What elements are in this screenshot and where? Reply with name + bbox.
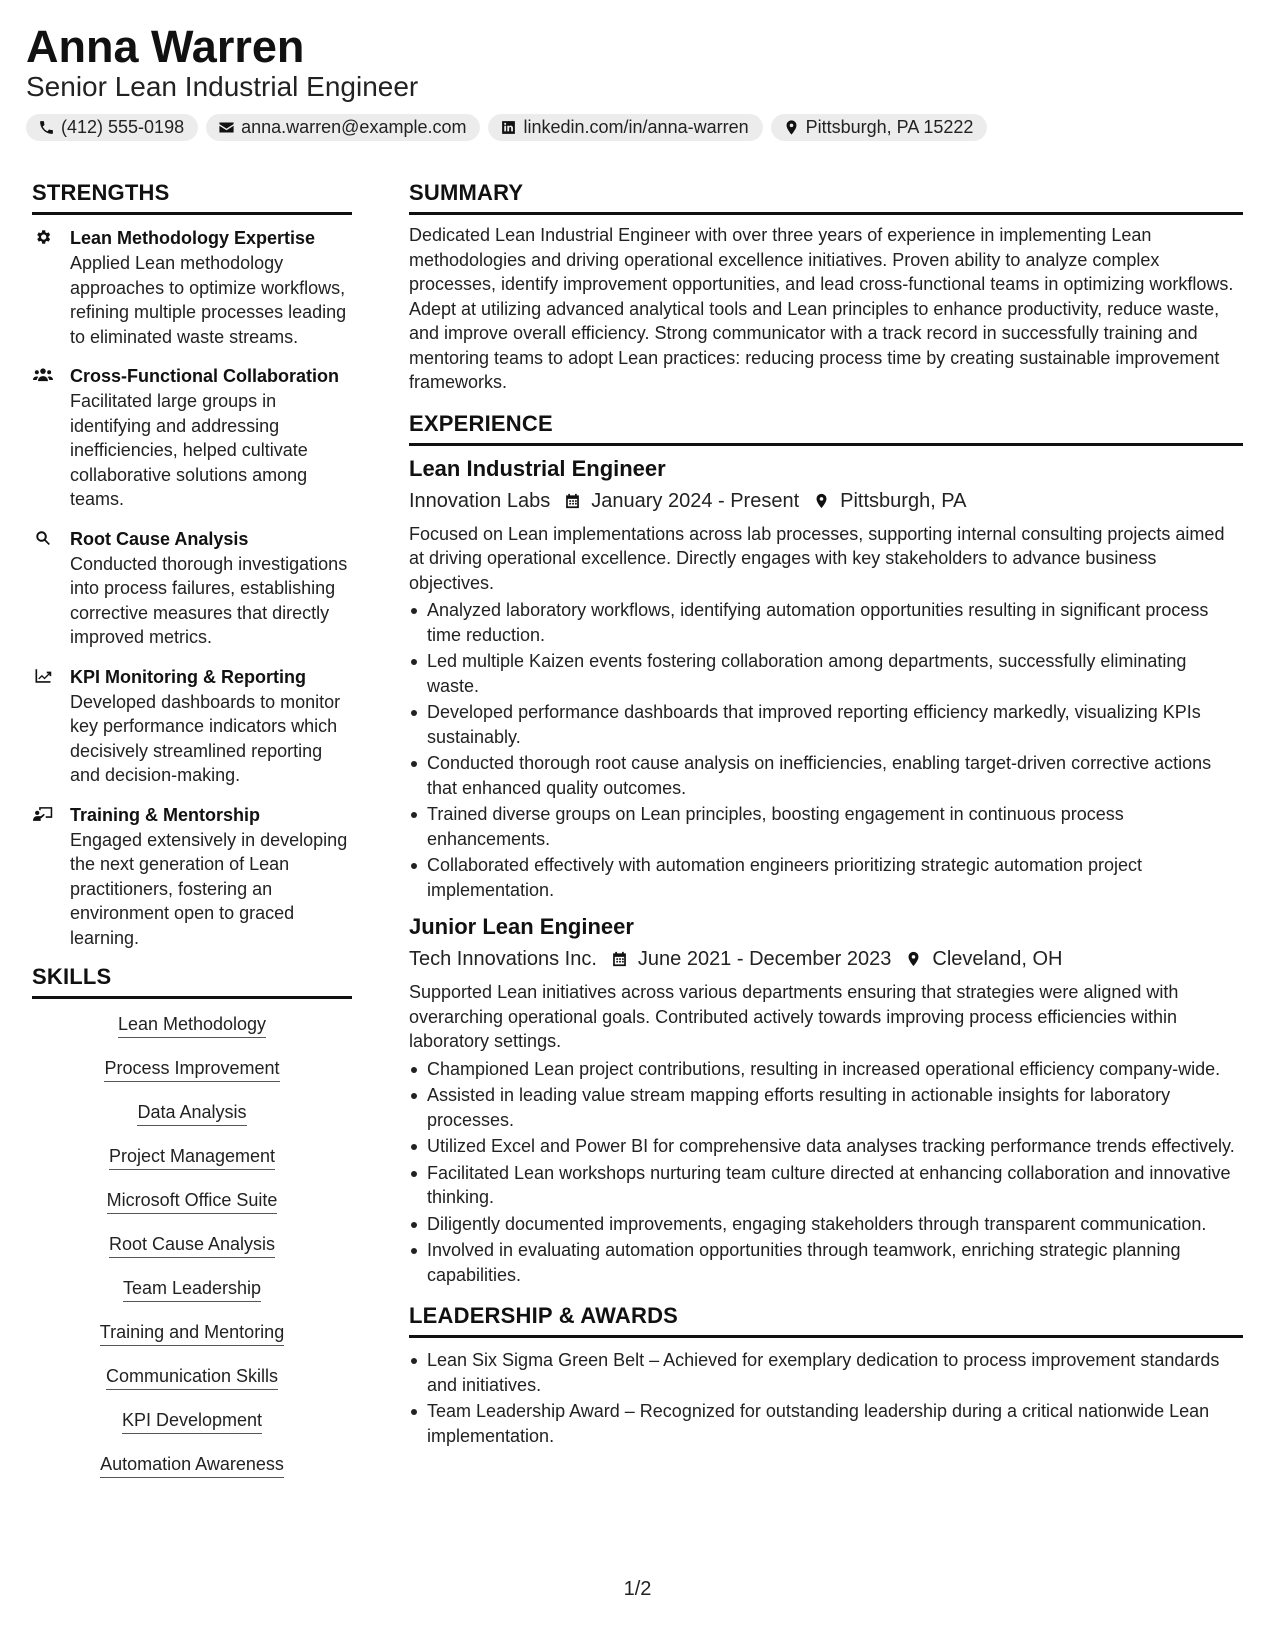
- phone-chip[interactable]: [26, 114, 198, 141]
- chalkboard-teacher-icon: [33, 805, 53, 823]
- job-bullets: [409, 598, 1243, 902]
- job-company: Innovation Labs: [409, 489, 551, 512]
- skill-tag: Data Analysis: [137, 1101, 246, 1126]
- job-description: Focused on Lean implementations across lab processes, supporting internal consulting projects aimed at driving operational excellence. Directly engages with key stakeholders to advance business objectives.: [409, 523, 1225, 593]
- email-chip[interactable]: [206, 114, 480, 141]
- strength-desc: Engaged extensively in developing the next generation of Lean practitioners, fostering an environment open to graced learning.: [70, 829, 348, 948]
- job-dates: January 2024 - Present: [591, 489, 800, 512]
- skill-tag: Microsoft Office Suite: [107, 1189, 278, 1214]
- skill-tag: Project Management: [109, 1145, 275, 1170]
- email-text: anna.warren@example.com: [241, 117, 467, 137]
- job-bullet: Utilized Excel and Power BI for comprehensive data analyses tracking performance trends effectively.: [409, 1134, 1243, 1159]
- job-bullet: Collaborated effectively with automation engineers prioritizing strategic automation project implementation.: [409, 853, 1243, 902]
- strength-title: Root Cause Analysis: [70, 528, 249, 549]
- job-dates: June 2021 - December 2023: [637, 948, 892, 970]
- skill-tag: Training and Mentoring: [100, 1321, 284, 1346]
- job-meta: [409, 944, 1243, 974]
- experience-heading: EXPERIENCE: [409, 411, 1243, 446]
- skill-tag: Automation Awareness: [100, 1453, 284, 1478]
- job-entry: [409, 454, 1243, 903]
- strength-title: Training & Mentorship: [70, 804, 261, 825]
- strength-desc: Developed dashboards to monitor key performance indicators which decisively streamlined reporting and decision-making.: [70, 691, 341, 785]
- job-bullet: Assisted in leading value stream mapping efforts resulting in actionable insights for laboratory processes.: [409, 1083, 1243, 1132]
- job-location: Pittsburgh, PA: [840, 489, 967, 512]
- job-meta: [409, 486, 1243, 516]
- linkedin-text: linkedin.com/in/anna-warren: [523, 117, 749, 137]
- phone-text: (412) 555-0198: [61, 117, 185, 137]
- strength-title: KPI Monitoring & Reporting: [70, 666, 306, 687]
- right-column: [409, 180, 1243, 1450]
- job-bullet: Developed performance dashboards that improved reporting efficiency markedly, visualizing KPIs sustainably.: [409, 700, 1243, 749]
- strength-desc: Applied Lean methodology approaches to optimize workflows, refining multiple processes leading to eliminated waste streams.: [70, 253, 347, 347]
- skill-tag: Team Leadership: [123, 1277, 261, 1302]
- strength-desc: Facilitated large groups in identifying and addressing inefficiencies, helped cultivate collaborative solutions among teams.: [70, 391, 308, 509]
- phone-icon: [38, 119, 55, 136]
- strength-title: Cross-Functional Collaboration: [70, 366, 340, 386]
- award-item: Lean Six Sigma Green Belt – Achieved for exemplary dedication to process improvement standards and initiatives.: [409, 1348, 1243, 1397]
- job-bullet: Championed Lean project contributions, resulting in increased operational efficiency company-wide.: [409, 1057, 1243, 1082]
- job-company: Tech Innovations Inc.: [409, 948, 597, 970]
- strengths-heading: STRENGTHS: [32, 180, 352, 215]
- job-description: Supported Lean initiatives across various departments ensuring that strategies were aligned with overarching operational goals. Contributed actively towards improving process efficiencies within laboratory settings.: [409, 982, 1179, 1051]
- job-bullet: Diligently documented improvements, engaging stakeholders through transparent communication.: [409, 1212, 1243, 1237]
- strength-item: [32, 664, 352, 788]
- awards-section: [409, 1303, 1243, 1448]
- strength-item: [32, 363, 352, 512]
- job-entry: [409, 912, 1243, 1287]
- skill-tag: Root Cause Analysis: [109, 1233, 275, 1258]
- job-bullet: Conducted thorough root cause analysis on inefficiencies, enabling target-driven corrective actions that enhanced quality outcomes.: [409, 751, 1243, 800]
- skills-heading: SKILLS: [32, 964, 352, 999]
- job-title-headline: Senior Lean Industrial Engineer: [26, 71, 419, 102]
- awards-list: [409, 1348, 1243, 1448]
- envelope-icon: [218, 119, 235, 136]
- job-bullet: Analyzed laboratory workflows, identifying automation opportunities resulting in significant process time reduction.: [409, 598, 1243, 647]
- skill-tag: KPI Development: [122, 1409, 262, 1434]
- linkedin-icon: [500, 119, 517, 136]
- search-icon: [33, 529, 53, 547]
- page-number: 1/2: [623, 1578, 652, 1600]
- summary-heading: SUMMARY: [409, 180, 1243, 215]
- skill-tag: Process Improvement: [104, 1057, 279, 1082]
- job-bullet: Involved in evaluating automation opportunities through teamwork, enriching strategic planning capabilities.: [409, 1238, 1243, 1287]
- gear-icon: [33, 228, 53, 246]
- location-chip: [771, 114, 988, 141]
- map-pin-icon: [783, 119, 800, 136]
- skills-list: [32, 1013, 352, 1497]
- strength-title: Lean Methodology Expertise: [70, 228, 316, 248]
- award-item: Team Leadership Award – Recognized for outstanding leadership during a critical nationwide Lean implementation.: [409, 1399, 1243, 1448]
- job-bullet: Led multiple Kaizen events fostering collaboration among departments, successfully eliminating waste.: [409, 649, 1243, 698]
- strength-item: [32, 802, 352, 951]
- linkedin-chip[interactable]: [488, 114, 762, 141]
- contact-bar: [26, 114, 987, 141]
- calendar-icon: [611, 950, 628, 968]
- job-title: Lean Industrial Engineer: [409, 455, 666, 481]
- candidate-name: Anna Warren: [26, 21, 305, 72]
- line-chart-icon: [33, 667, 53, 685]
- job-location: Cleveland, OH: [932, 948, 1063, 970]
- calendar-icon: [564, 492, 581, 510]
- skill-tag: Lean Methodology: [118, 1013, 266, 1038]
- strength-item: [32, 225, 352, 349]
- map-pin-icon: [905, 950, 922, 968]
- strength-item: [32, 526, 352, 650]
- users-icon: [33, 366, 53, 384]
- experience-section: [409, 411, 1243, 1288]
- skills-section: [32, 964, 352, 1497]
- strength-desc: Conducted thorough investigations into process failures, establishing corrective measures that directly improved metrics.: [70, 553, 348, 647]
- job-bullets: [409, 1057, 1243, 1288]
- left-column: [32, 180, 352, 1497]
- job-bullet: Facilitated Lean workshops nurturing team culture directed at enhancing collaboration and innovative thinking.: [409, 1161, 1243, 1210]
- awards-heading: LEADERSHIP & AWARDS: [409, 1303, 1243, 1338]
- job-title: Junior Lean Engineer: [409, 914, 634, 939]
- skill-tag: Communication Skills: [106, 1365, 278, 1390]
- map-pin-icon: [813, 492, 830, 510]
- location-text: Pittsburgh, PA 15222: [805, 117, 974, 137]
- job-bullet: Trained diverse groups on Lean principles, boosting engagement in continuous process enhancements.: [409, 802, 1243, 851]
- summary-text: Dedicated Lean Industrial Engineer with over three years of experience in implementing Lean methodologies and driving operational excellence initiatives. Proven ability to analyze complex processes, identify improvement opportunities, and lead cross-functional teams in optimizing workflows. Adept at utilizing advanced analytical tools and Lean principles to enhance productivity, reduce waste, and improve overall efficiency. Strong communicator with a track record in successfully training and mentoring teams to adopt Lean practices: reducing process time by creating sustainable improvement frameworks.: [409, 225, 1234, 392]
- strengths-list: [32, 225, 352, 950]
